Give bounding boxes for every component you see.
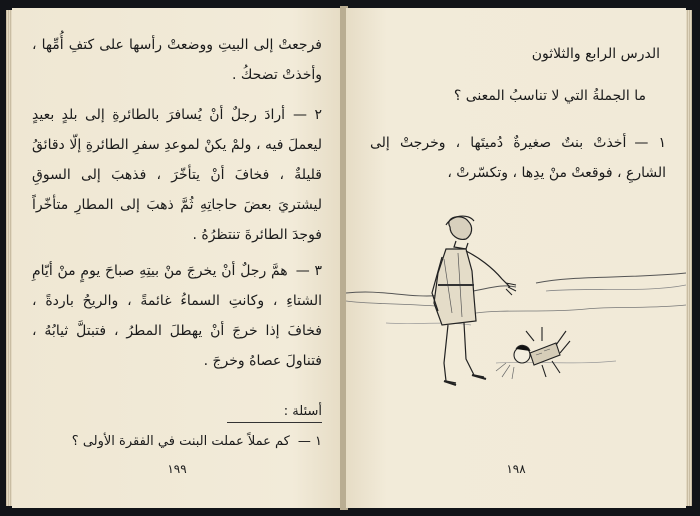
paragraph-1-text: أخذتْ بنتٌ صغيرةٌ دُميتَها ، وخرجتْ إلى الشارعِ ، فوقعتْ منْ يدِها ، وتكسّرتْ ،	[370, 135, 666, 181]
girl-and-broken-doll-illustration	[346, 213, 686, 398]
question-1-text: كم عملاً عملت البنت في الفقرة الأولى ؟	[71, 434, 290, 449]
lesson-title: الدرس الرابع والثلاثون	[531, 46, 660, 62]
paragraph-3	[32, 256, 322, 376]
question-1	[32, 434, 322, 449]
right-page	[346, 8, 686, 508]
instruction: ما الجملةُ التي لا تناسبُ المعنى ؟	[453, 88, 646, 104]
left-page	[12, 8, 342, 508]
paragraph-2-number: ٢ —	[293, 107, 322, 123]
paragraph-2	[32, 100, 322, 250]
page-number-right: ١٩٨	[506, 462, 526, 476]
questions-underline	[227, 404, 322, 423]
paragraph-2-text: أرادَ رجلٌ أنْ يُسافرَ بالطائرةِ إلى بلدٍ بعيدٍ ليعملَ فيه ، ولمْ يكنْ لموعدِ سفرِ الطائرةِ إلّا دقائقُ قليلةٌ ، فخافَ أنْ يتأخّرَ ، فذهبَ إلى السوقِ ليشتريَ بعضَ حاجاتِهِ ثُمَّ ذهبَ إلى المطارِ متأخّراً فوجدَ الطائرةَ تنتظرُهُ .	[32, 107, 322, 243]
paragraph-3-text: همَّ رجلٌ أنْ يخرجَ منْ بيتِهِ صباحَ يومٍ منْ أيّامِ الشتاءِ ، وكانتِ السماءُ غائمةً ، والريحُ باردةً ، فخافَ إذا خرجَ أنْ يهطلَ المطرُ ، فتبتلَّ ثيابُهُ ، فتناولَ عصاهُ وخرجَ .	[32, 263, 322, 369]
questions-heading: أسئلة :	[283, 404, 322, 419]
page-number-left: ١٩٩	[167, 462, 187, 476]
left-top-paragraph: فرجعتْ إلى البيتِ ووضعتْ رأسها على كتفِ أُمِّها ، وأخذتْ تضحكُ .	[32, 37, 322, 83]
page-edges-right	[686, 10, 692, 506]
paragraph-1	[370, 128, 666, 188]
paragraph-3-number: ٣ —	[295, 263, 322, 279]
question-1-number: ١ —	[297, 434, 322, 449]
paragraph-1-number: ١ —	[634, 135, 666, 151]
